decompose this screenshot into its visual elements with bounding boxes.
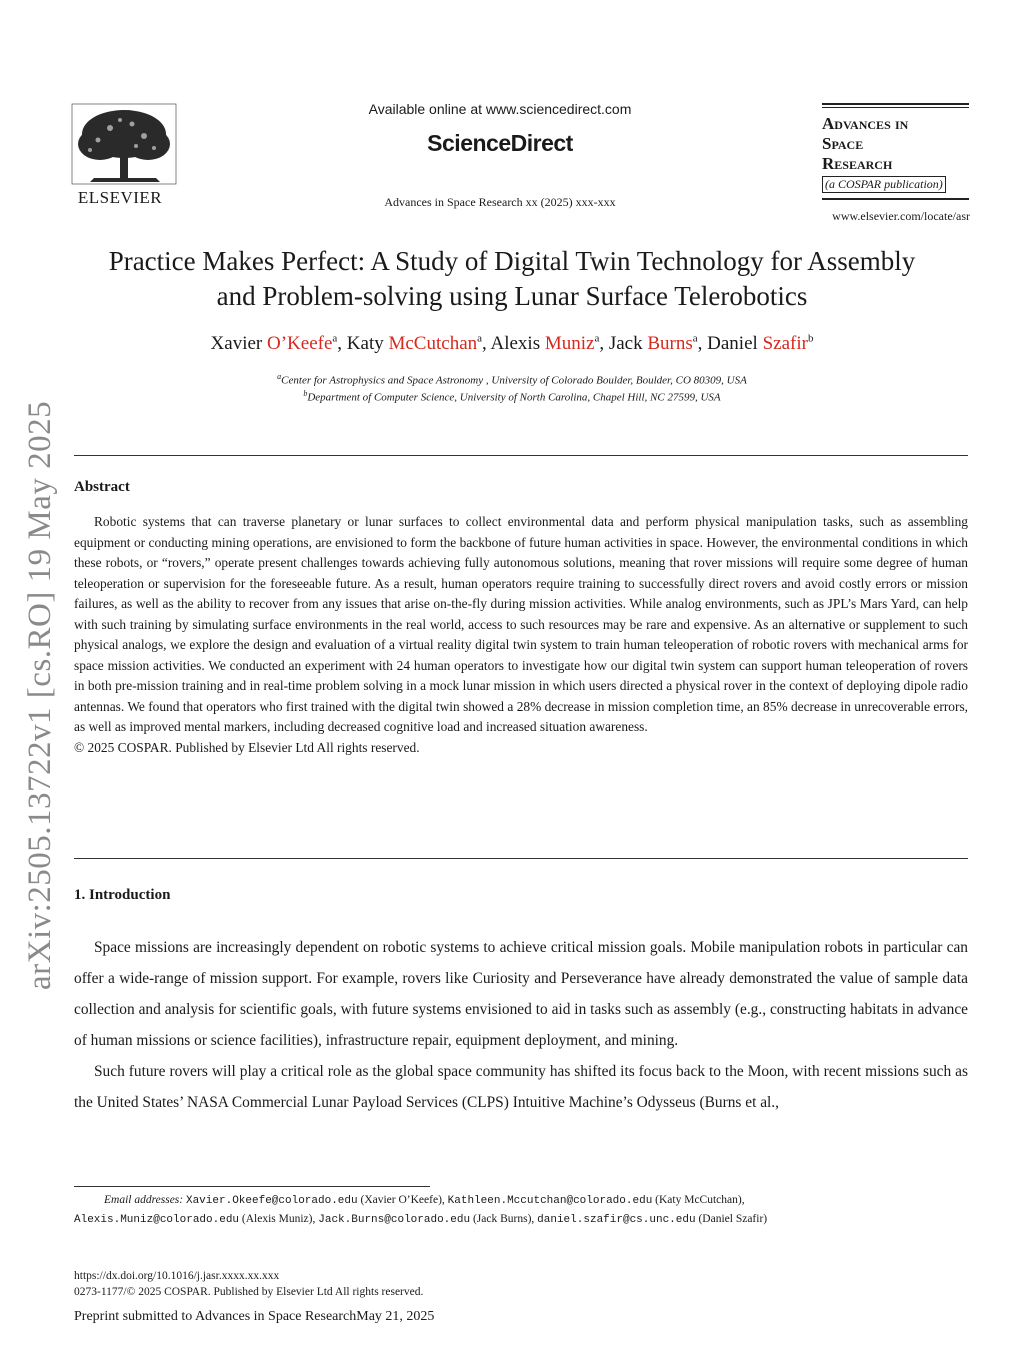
footnote-rule (74, 1186, 430, 1187)
paper-title (60, 244, 964, 314)
publisher-name: ELSEVIER (77, 188, 163, 207)
author: Alexis Muniz$^a$, (490, 333, 609, 355)
preprint-venue: Preprint submitted to Advances in Space Research (74, 1309, 357, 1324)
affiliation-a: $^a$Center for Astrophysics and Space Astronomy , University of Colorado Boulder, Boulder, CO 80309, USA (277, 372, 747, 387)
arxiv-stamp: arXiv:2505.13722v1 [cs.RO] 19 May 2025 (22, 400, 58, 990)
sciencedirect-wordmark: ScienceDirect (427, 130, 573, 156)
author-link[interactable]: O’Keefe (267, 333, 333, 355)
issn-line: 0273-1177/© 2025 COSPAR. Published by Elsevier Ltd All rights reserved. (74, 1286, 424, 1298)
preprint-date: May 21, 2025 (356, 1309, 435, 1324)
logo-rule-bottom (822, 198, 969, 200)
abstract-rule-top (74, 455, 968, 456)
logo-rule-thin (822, 107, 969, 108)
email-link[interactable]: Kathleen.Mccutchan@colorado.edu (447, 1195, 653, 1207)
author: Xavier O’Keefe$^a$, (210, 333, 347, 355)
abstract-text: Robotic systems that can traverse planetary or lunar surfaces to collect environmental data and perform physical manipulation tasks, such as assembling equipment or conducting mining operations, are envisioned to form the backbone of future human activities in space. However, the environmental conditions in which these robots, or “rovers,” operate present challenges towards achieving fully autonomous solutions, meaning that rover missions will require some degree of human teleoperation or supervision for the foreseeable future. As a result, human operators require training to successfully direct rovers and avoid costly errors or mission failures, as well as the ability to recover from any issues that arise on-the-fly during mission activities. While analog environments, such as JPL’s Mars Yard, can help with such training by simulating surface environments in the real world, access to such resources may be rare and expensive. As an alternative or supplement to such physical analogs, we explore the design and evaluation of a virtual reality digital twin system to train human teleoperation of robotic rovers with mechanical arms for space mission activities. We conducted an experiment with 24 human operators to investigate how our digital twin system can support human teleoperation of rovers in both pre-mission training and in real-time problem solving in a mock lunar mission in which users directed a physical rover in the context of deploying dipole radio antennas. We found that operators who first trained with the digital twin showed a 28% decrease in mission completion time, an 85% decrease in unrecoverable errors, as well as improved mental markers, including decreased cognitive load and increased situation awareness. (74, 514, 968, 734)
journal-logo (822, 103, 969, 200)
doi-block (74, 1268, 423, 1300)
author-link[interactable]: Muniz (544, 333, 595, 355)
abstract-heading: Abstract (74, 479, 130, 495)
email-link[interactable]: daniel.szafir@cs.unc.edu (537, 1214, 696, 1226)
available-online: Available online at www.sciencedirect.com (368, 101, 632, 117)
author-list (60, 333, 964, 355)
journal-logo-subtitle: (a COSPAR publication) (822, 176, 946, 193)
introduction-body (74, 932, 968, 1118)
email-link[interactable]: Jack.Burns@colorado.edu (318, 1214, 471, 1226)
introduction-heading: 1. Introduction (74, 887, 171, 903)
author-link[interactable]: Szafir (762, 333, 808, 355)
abstract-rule-bottom (74, 858, 968, 859)
intro-paragraph-2: Such future rovers will play a critical role as the global space community has shifted its focus back to the Moon, with recent missions such as the United States’ NASA Commercial Lunar Payload Services (CLPS) Intuitive Machine’s Odysseus (Burns et al., (74, 1063, 968, 1111)
email-footnote: Email addresses: Xavier.Okeefe@colorado.edu (Xavier O’Keefe), Kathleen.Mccutchan@colorado.edu (Katy McCutchan), Alexis.Muniz@colorado.edu (Alexis Muniz), Jack.Burns@colorado.edu (Jack Burns), daniel.szafir@cs.unc.edu (Daniel Szafir) (74, 1194, 768, 1226)
intro-paragraph-1: Space missions are increasingly dependent on robotic systems to achieve critical mission goals. Mobile manipulation robots in particular can offer a wide-range of mission support. For example, rovers like Curiosity and Perseverance have already demonstrated the value of sample data collection and analysis for scientific goals, with future systems envisioned to aid in tasks such as assembly (e.g., constructing habitats in advance of human missions or science facilities), infrastructure repair, equipment deployment, and mining. (74, 939, 968, 1049)
doi-link[interactable]: https://dx.doi.org/10.1016/j.jasr.xxxx.xx.xxx (74, 1270, 280, 1282)
email-link[interactable]: Xavier.Okeefe@colorado.edu (185, 1195, 358, 1207)
title-line-2: and Problem-solving using Lunar Surface Telerobotics (216, 281, 808, 311)
author-link[interactable]: McCutchan (388, 333, 478, 355)
email-link[interactable]: Alexis.Muniz@colorado.edu (74, 1214, 240, 1226)
journal-logo-line-2: Space (822, 134, 864, 153)
elsevier-logo (70, 100, 180, 210)
journal-url[interactable]: www.elsevier.com/locate/asr (832, 209, 970, 223)
author: Katy McCutchan$^a$, (346, 333, 491, 355)
preprint-line (74, 1309, 434, 1325)
logo-rule-top (822, 103, 969, 105)
title-line-1: Practice Makes Perfect: A Study of Digital Twin Technology for Assembly (108, 246, 916, 276)
footnote-label: Email addresses: (104, 1194, 186, 1206)
abstract-copyright: © 2025 COSPAR. Published by Elsevier Ltd All rights reserved. (74, 739, 420, 755)
journal-logo-line-3: Research (822, 154, 893, 173)
journal-citation-line: Advances in Space Research xx (2025) xxx-xxx (384, 195, 616, 209)
abstract-body (74, 512, 968, 758)
author: Jack Burns$^a$, (608, 333, 708, 355)
affiliation-b: $^b$Department of Computer Science, University of North Carolina, Chapel Hill, NC 27599, USA (303, 389, 721, 404)
author: Daniel Szafir$^b$ (707, 333, 814, 355)
author-link[interactable]: Burns (647, 333, 693, 355)
journal-logo-line-1: Advances in (822, 114, 909, 133)
